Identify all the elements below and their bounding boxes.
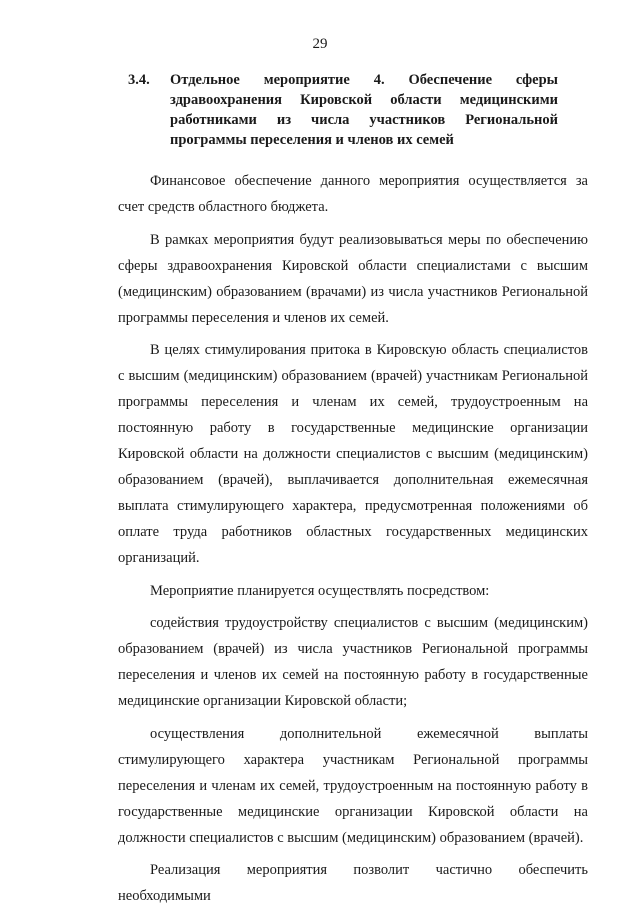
- section-title: Отдельное мероприятие 4. Обеспечение сферы здравоохранения Кировской области медицинскими работниками из числа участников Региональной программы переселения и членов их семей: [170, 72, 558, 148]
- paragraph-monthly-payment: осуществления дополнительной ежемесячной выплаты стимулирующего характера участникам Региональной программы переселения и членам их семей, трудоустроенным на постоянную работу в государственные медицинские организации Кировской области на должности специалистов с высшим (медицинским) образованием (врачей).: [118, 725, 588, 846]
- paragraph-stimulation: В целях стимулирования притока в Кировскую область специалистов с высшим (медицинским) образованием (врачей) участникам Региональной программы переселения и членам их семей, трудоустроенным на постоянную работу в государственные медицинские организации Кировской области на должности специалистов с высшим (медицинским) образованием (врачей), выплачивается дополнительная ежемесячная выплата стимулирующего характера, предусмотренная положениями об оплате труда работников областных государственных медицинских организаций.: [118, 342, 588, 566]
- section-heading: [128, 70, 558, 150]
- paragraph-employment-assistance: содействия трудоустройству специалистов с высшим (медицинским) образованием (врачей) из числа участников Региональной программы переселения и членов их семей на постоянную работу в государственные медицинские организации Кировской области;: [118, 615, 588, 709]
- paragraph-measures: В рамках мероприятия будут реализовываться меры по обеспечению сферы здравоохранения Кировской области специалистами с высшим (медицинским) образованием (врачами) из числа участников Региональной программы переселения и членов их семей.: [118, 231, 588, 326]
- page-number: 29: [312, 36, 328, 52]
- document-body: [118, 168, 588, 909]
- paragraph-funding: Финансовое обеспечение данного мероприятия осуществляется за счет средств областного бюджета.: [118, 173, 588, 215]
- paragraph-planned-means: Мероприятие планируется осуществлять посредством:: [150, 582, 490, 599]
- paragraph-implementation: Реализация мероприятия позволит частично обеспечить необходимыми: [118, 862, 588, 904]
- section-number: 3.4.: [128, 72, 150, 88]
